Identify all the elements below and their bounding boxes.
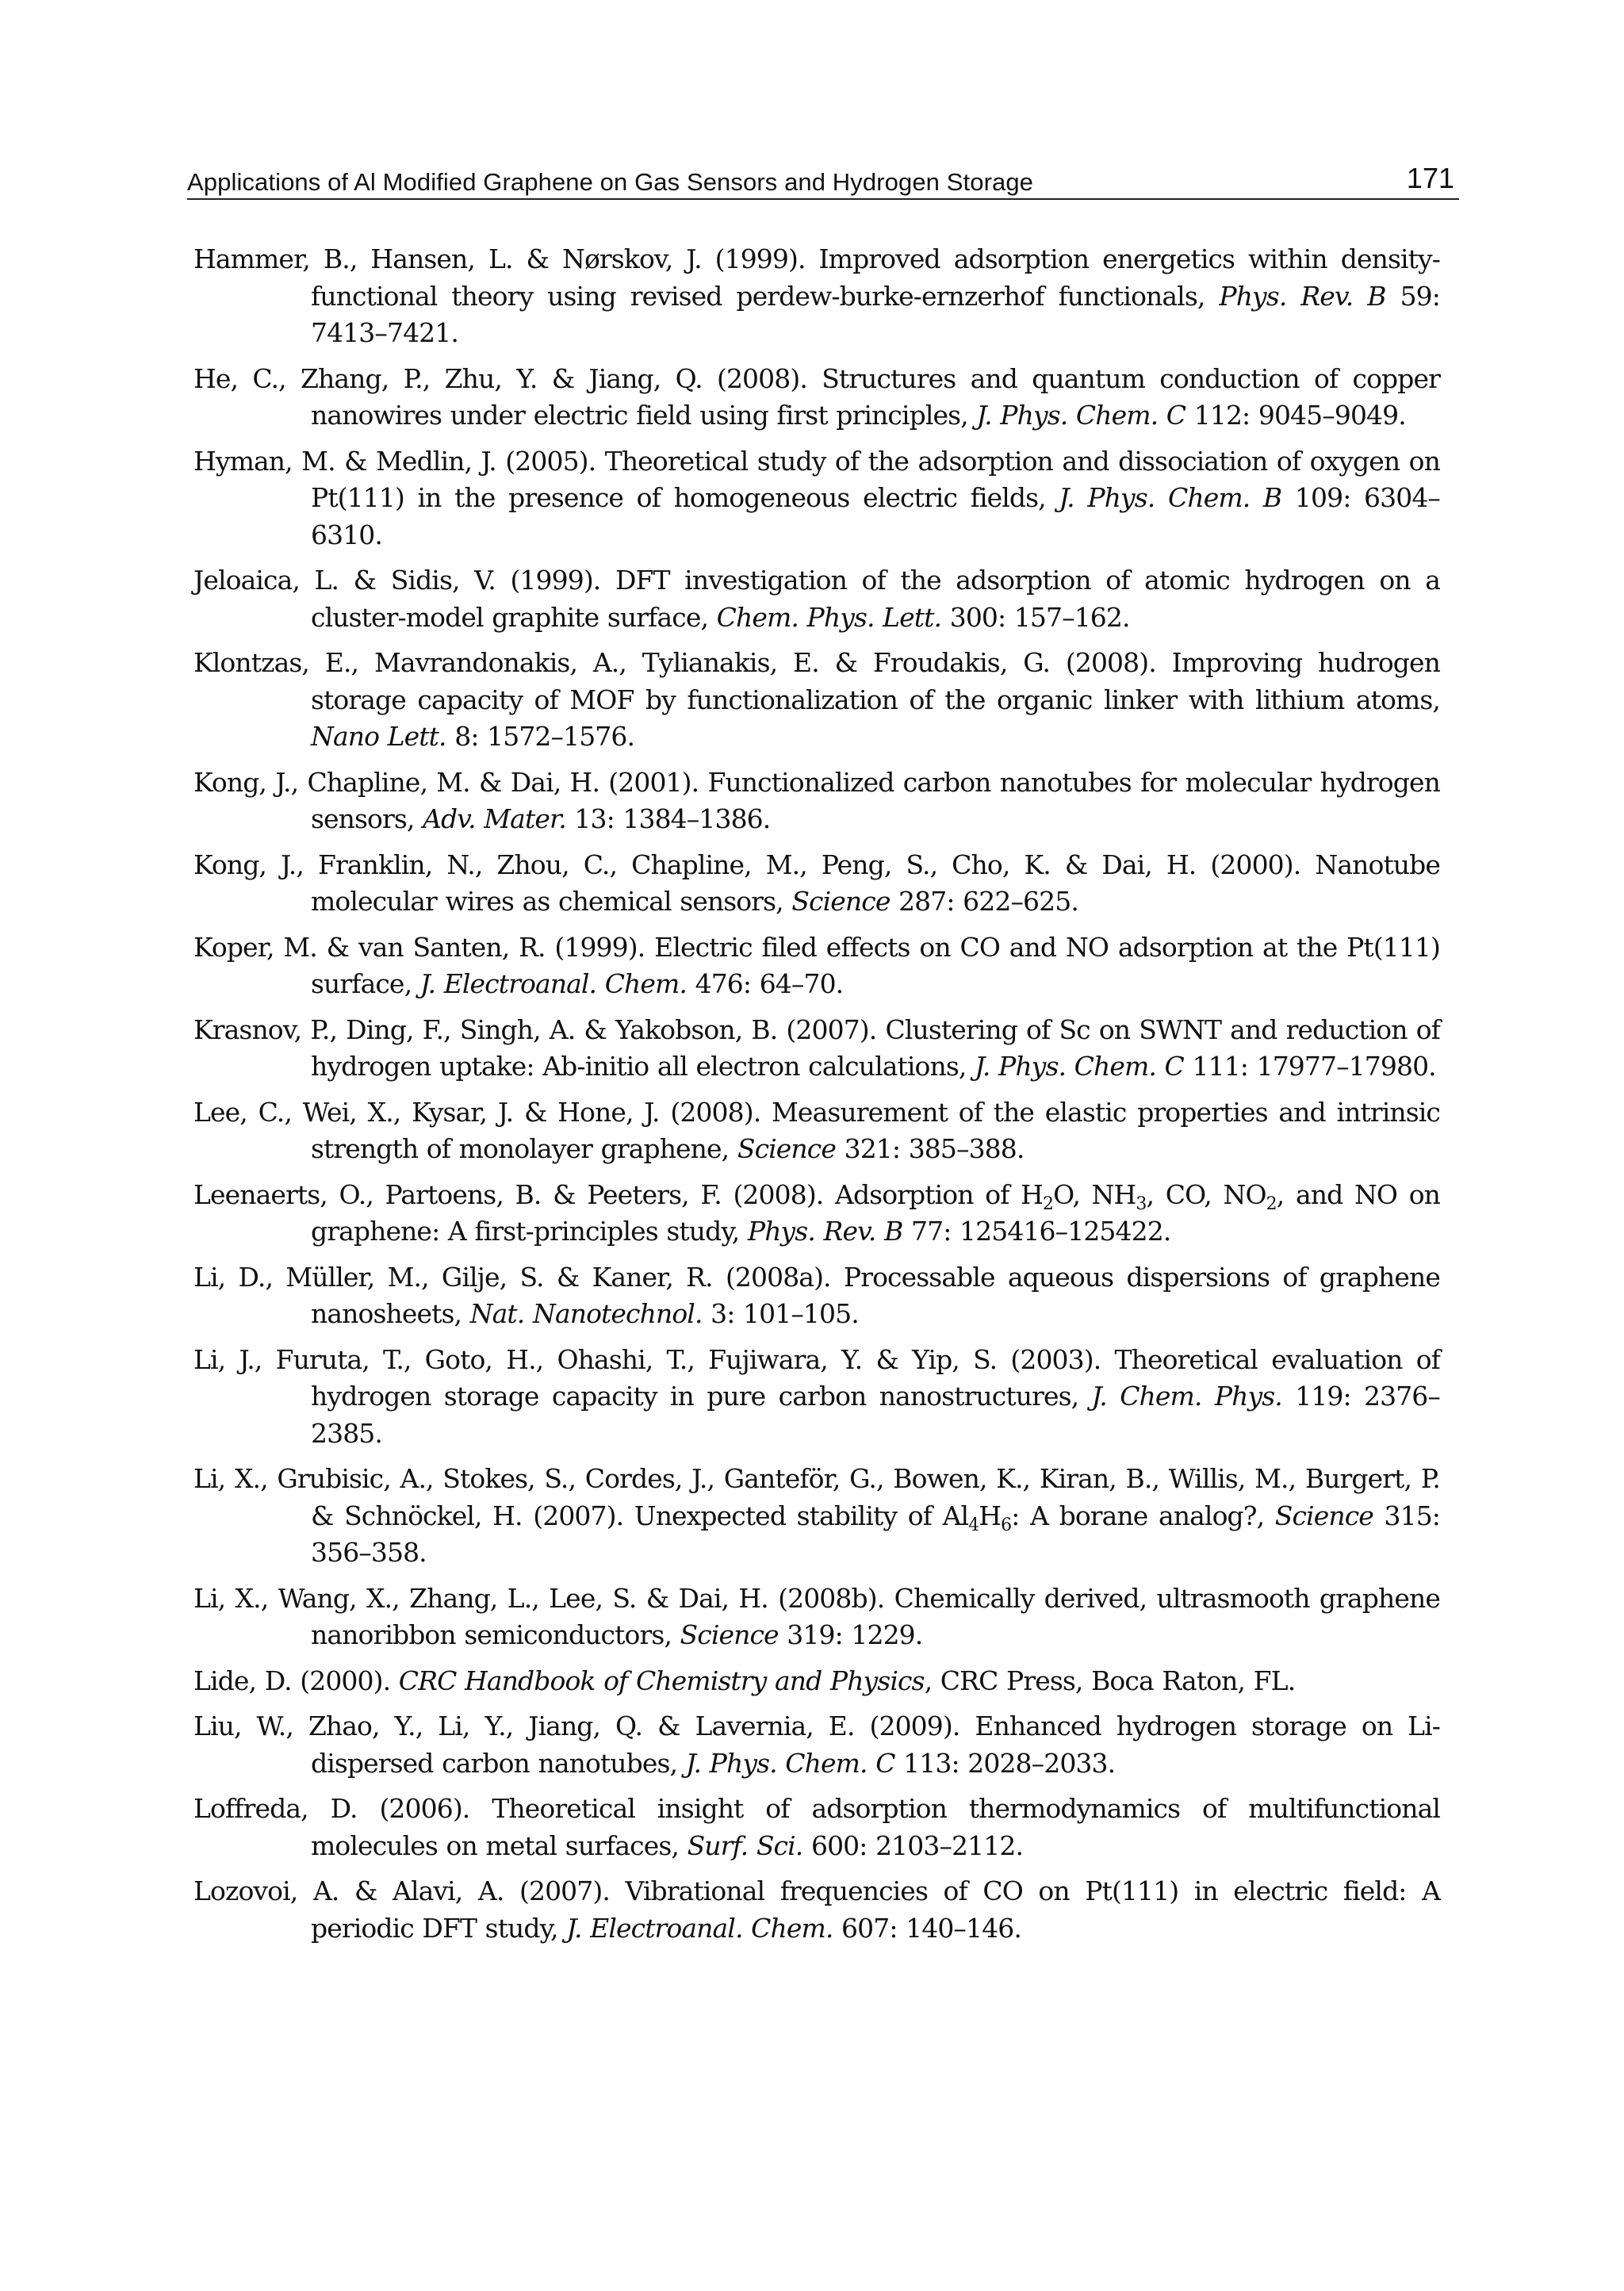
ref-title: Adsorption of $H_2O$, $NH_3$, CO, $NO_2$, and NO on graphene: A first-principles study, bbox=[311, 1178, 1441, 1247]
ref-volume-pages: 607: 140–146. bbox=[841, 1912, 1021, 1944]
ref-journal: Science bbox=[791, 886, 891, 917]
ref-authors: Li, X., Grubisic, A., Stokes, S., Cordes, J., Ganteför, G., Bowen, K., Kiran, B., Willis, M., Burgert, P. & Schnöckel, H. (2007). bbox=[193, 1463, 1440, 1531]
ref-authors: Li, D., Müller, M., Gilje, S. & Kaner, R. (2008a). bbox=[193, 1261, 831, 1293]
reference-entry bbox=[193, 1580, 1440, 1654]
reference-entry bbox=[193, 1177, 1440, 1251]
ref-authors: Lozovoi, A. & Alavi, A. (2007). bbox=[193, 1875, 610, 1906]
reference-entry bbox=[193, 241, 1440, 352]
ref-journal: J. Phys. Chem. C bbox=[975, 1051, 1184, 1082]
ref-volume-pages: 600: 2103–2112. bbox=[810, 1829, 1024, 1861]
ref-title: Nanotube molecular wires as chemical sensors, bbox=[311, 849, 1441, 917]
ref-journal: Science bbox=[1274, 1500, 1373, 1531]
ref-title: Improved adsorption energetics within density-functional theory using revised perdew-burke-ernzerhof functionals, bbox=[311, 243, 1441, 312]
ref-title: DFT investigation of the adsorption of atomic hydrogen on a cluster-model graphite surface, bbox=[311, 565, 1440, 633]
ref-title: Improving hudrogen storage capacity of MOF by functionalization of the organic linker with lithium atoms, bbox=[311, 647, 1440, 715]
reference-entry bbox=[193, 645, 1440, 756]
ref-title: Vibrational frequencies of CO on Pt(111) in electric field: A periodic DFT study, bbox=[311, 1875, 1441, 1944]
running-title: Applications of Al Modified Graphene on Gas Sensors and Hydrogen Storage bbox=[187, 168, 1034, 196]
ref-authors: Leenaerts, O., Partoens, B. & Peeters, F. (2008). bbox=[193, 1178, 824, 1210]
ref-volume-pages: 59: 7413–7421. bbox=[311, 280, 1440, 348]
ref-journal: J. Phys. Chem. C bbox=[976, 400, 1186, 431]
ref-title: Theoretical evaluation of hydrogen storage capacity in pure carbon nanostructures, bbox=[311, 1343, 1440, 1412]
ref-authors: Kong, J., Chapline, M. & Dai, H. (2001). bbox=[193, 766, 699, 798]
ref-authors: Loffreda, D. (2006). bbox=[193, 1793, 470, 1824]
ref-authors: Kong, J., Franklin, N., Zhou, C., Chapline, M., Peng, S., Cho, K. & Dai, H. (2000). bbox=[193, 849, 1301, 880]
reference-entry bbox=[193, 443, 1440, 554]
ref-journal: J. Chem. Phys. bbox=[1091, 1381, 1282, 1412]
ref-volume-pages: 111: 17977–17980. bbox=[1192, 1051, 1436, 1082]
ref-journal: Nano Lett. bbox=[311, 721, 446, 752]
ref-volume-pages: 109: 6304–6310. bbox=[311, 482, 1441, 550]
ref-journal: Phys. Rev. B bbox=[1219, 280, 1386, 312]
reference-entry bbox=[193, 764, 1440, 838]
ref-volume-pages: , CRC Press, Boca Raton, FL. bbox=[924, 1665, 1296, 1696]
ref-title: Enhanced hydrogen storage on Li-dispersed carbon nanotubes, bbox=[311, 1711, 1441, 1779]
ref-title: Chemically derived, ultrasmooth graphene nanoribbon semiconductors, bbox=[311, 1582, 1440, 1650]
ref-title: Clustering of Sc on SWNT and reduction of hydrogen uptake: Ab-initio all electron calculations, bbox=[311, 1013, 1440, 1082]
reference-entry bbox=[193, 562, 1440, 636]
ref-volume-pages: 300: 157–162. bbox=[949, 601, 1130, 633]
ref-title: Theoretical study of the adsorption and dissociation of oxygen on Pt(111) in the presence of homogeneous electric fields, bbox=[311, 445, 1441, 513]
ref-journal: J. Electroanal. Chem. bbox=[419, 968, 688, 999]
ref-volume-pages: 8: 1572–1576. bbox=[454, 721, 635, 752]
ref-authors: Jeloaica, L. & Sidis, V. (1999). bbox=[193, 565, 601, 596]
ref-journal: J. Phys. Chem. C bbox=[685, 1747, 895, 1779]
reference-list bbox=[193, 241, 1440, 1956]
ref-volume-pages: 476: 64–70. bbox=[695, 968, 844, 999]
ref-title: Electric filed effects on CO and NO adsorption at the Pt(111) surface, bbox=[311, 931, 1441, 999]
ref-journal: Phys. Rev. B bbox=[747, 1216, 903, 1247]
reference-entry bbox=[193, 1663, 1440, 1700]
reference-entry bbox=[193, 847, 1440, 921]
ref-volume-pages: 287: 622–625. bbox=[898, 886, 1078, 917]
ref-title: Functionalized carbon nanotubes for molecular hydrogen sensors, bbox=[311, 766, 1440, 834]
ref-authors: Lide, D. (2000). bbox=[193, 1665, 391, 1696]
ref-title: Theoretical insight of adsorption thermodynamics of multifunctional molecules on metal surfaces, bbox=[311, 1793, 1441, 1861]
ref-authors: Koper, M. & van Santen, R. (1999). bbox=[193, 931, 645, 963]
reference-entry bbox=[193, 1791, 1440, 1864]
ref-title: Structures and quantum conduction of copper nanowires under electric field using first principles, bbox=[311, 362, 1440, 431]
ref-journal: Science bbox=[680, 1619, 779, 1650]
ref-volume-pages: 113: 2028–2033. bbox=[903, 1747, 1116, 1779]
running-header bbox=[187, 157, 1459, 200]
reference-entry bbox=[193, 1708, 1440, 1782]
ref-volume-pages: 315: 356–358. bbox=[311, 1500, 1441, 1568]
reference-entry bbox=[193, 1012, 1440, 1086]
ref-authors: Lee, C., Wei, X., Kysar, J. & Hone, J. (2008). bbox=[193, 1096, 761, 1128]
reference-entry bbox=[193, 1094, 1440, 1168]
ref-journal: J. Phys. Chem. B bbox=[1059, 482, 1282, 513]
ref-journal: J. Electroanal. Chem. bbox=[566, 1912, 833, 1944]
ref-authors: Hammer, B., Hansen, L. & Nørskov, J. (1999). bbox=[193, 243, 806, 274]
ref-volume-pages: 3: 101–105. bbox=[710, 1298, 859, 1329]
ref-volume-pages: 319: 1229. bbox=[787, 1619, 923, 1650]
ref-volume-pages: 112: 9045–9049. bbox=[1193, 400, 1406, 431]
ref-authors: He, C., Zhang, P., Zhu, Y. & Jiang, Q. (2008). bbox=[193, 362, 807, 394]
ref-authors: Liu, W., Zhao, Y., Li, Y., Jiang, Q. & Lavernia, E. (2009). bbox=[193, 1711, 960, 1741]
ref-authors: Li, J., Furuta, T., Goto, H., Ohashi, T., Fujiwara, Y. & Yip, S. (2003). bbox=[193, 1343, 1101, 1375]
page-number: 171 bbox=[1406, 162, 1454, 194]
ref-volume-pages: 77: 125416–125422. bbox=[911, 1216, 1171, 1247]
ref-volume-pages: 119: 2376–2385. bbox=[311, 1381, 1441, 1449]
ref-authors: Li, X., Wang, X., Zhang, L., Lee, S. & Dai, H. (2008b). bbox=[193, 1582, 885, 1614]
ref-journal: Adv. Mater. bbox=[423, 803, 566, 834]
ref-journal: Chem. Phys. Lett. bbox=[716, 601, 942, 633]
reference-entry bbox=[193, 1873, 1440, 1947]
reference-entry bbox=[193, 1259, 1440, 1333]
reference-entry bbox=[193, 361, 1440, 435]
ref-authors: Hyman, M. & Medlin, J. (2005). bbox=[193, 445, 596, 477]
reference-entry bbox=[193, 1461, 1440, 1572]
ref-volume-pages: 321: 385–388. bbox=[844, 1133, 1025, 1164]
ref-journal: Science bbox=[737, 1133, 836, 1164]
ref-title: Processable aqueous dispersions of graphene nanosheets, bbox=[311, 1261, 1440, 1329]
ref-authors: Klontzas, E., Mavrandonakis, A., Tylianakis, E. & Froudakis, G. (2008). bbox=[193, 647, 1156, 678]
ref-volume-pages: 13: 1384–1386. bbox=[574, 803, 771, 834]
ref-authors: Krasnov, P., Ding, F., Singh, A. & Yakobson, B. (2007). bbox=[193, 1013, 877, 1045]
reference-entry bbox=[193, 1342, 1440, 1453]
ref-journal: CRC Handbook of Chemistry and Physics bbox=[398, 1665, 925, 1696]
ref-journal: Surf. Sci. bbox=[687, 1829, 803, 1861]
reference-entry bbox=[193, 929, 1440, 1003]
ref-title: Unexpected stability of $Al_4H_6$: A borane analog?, bbox=[634, 1500, 1265, 1535]
ref-title: Measurement of the elastic properties and intrinsic strength of monolayer graphene, bbox=[311, 1096, 1440, 1164]
ref-journal: Nat. Nanotechnol. bbox=[469, 1298, 703, 1329]
